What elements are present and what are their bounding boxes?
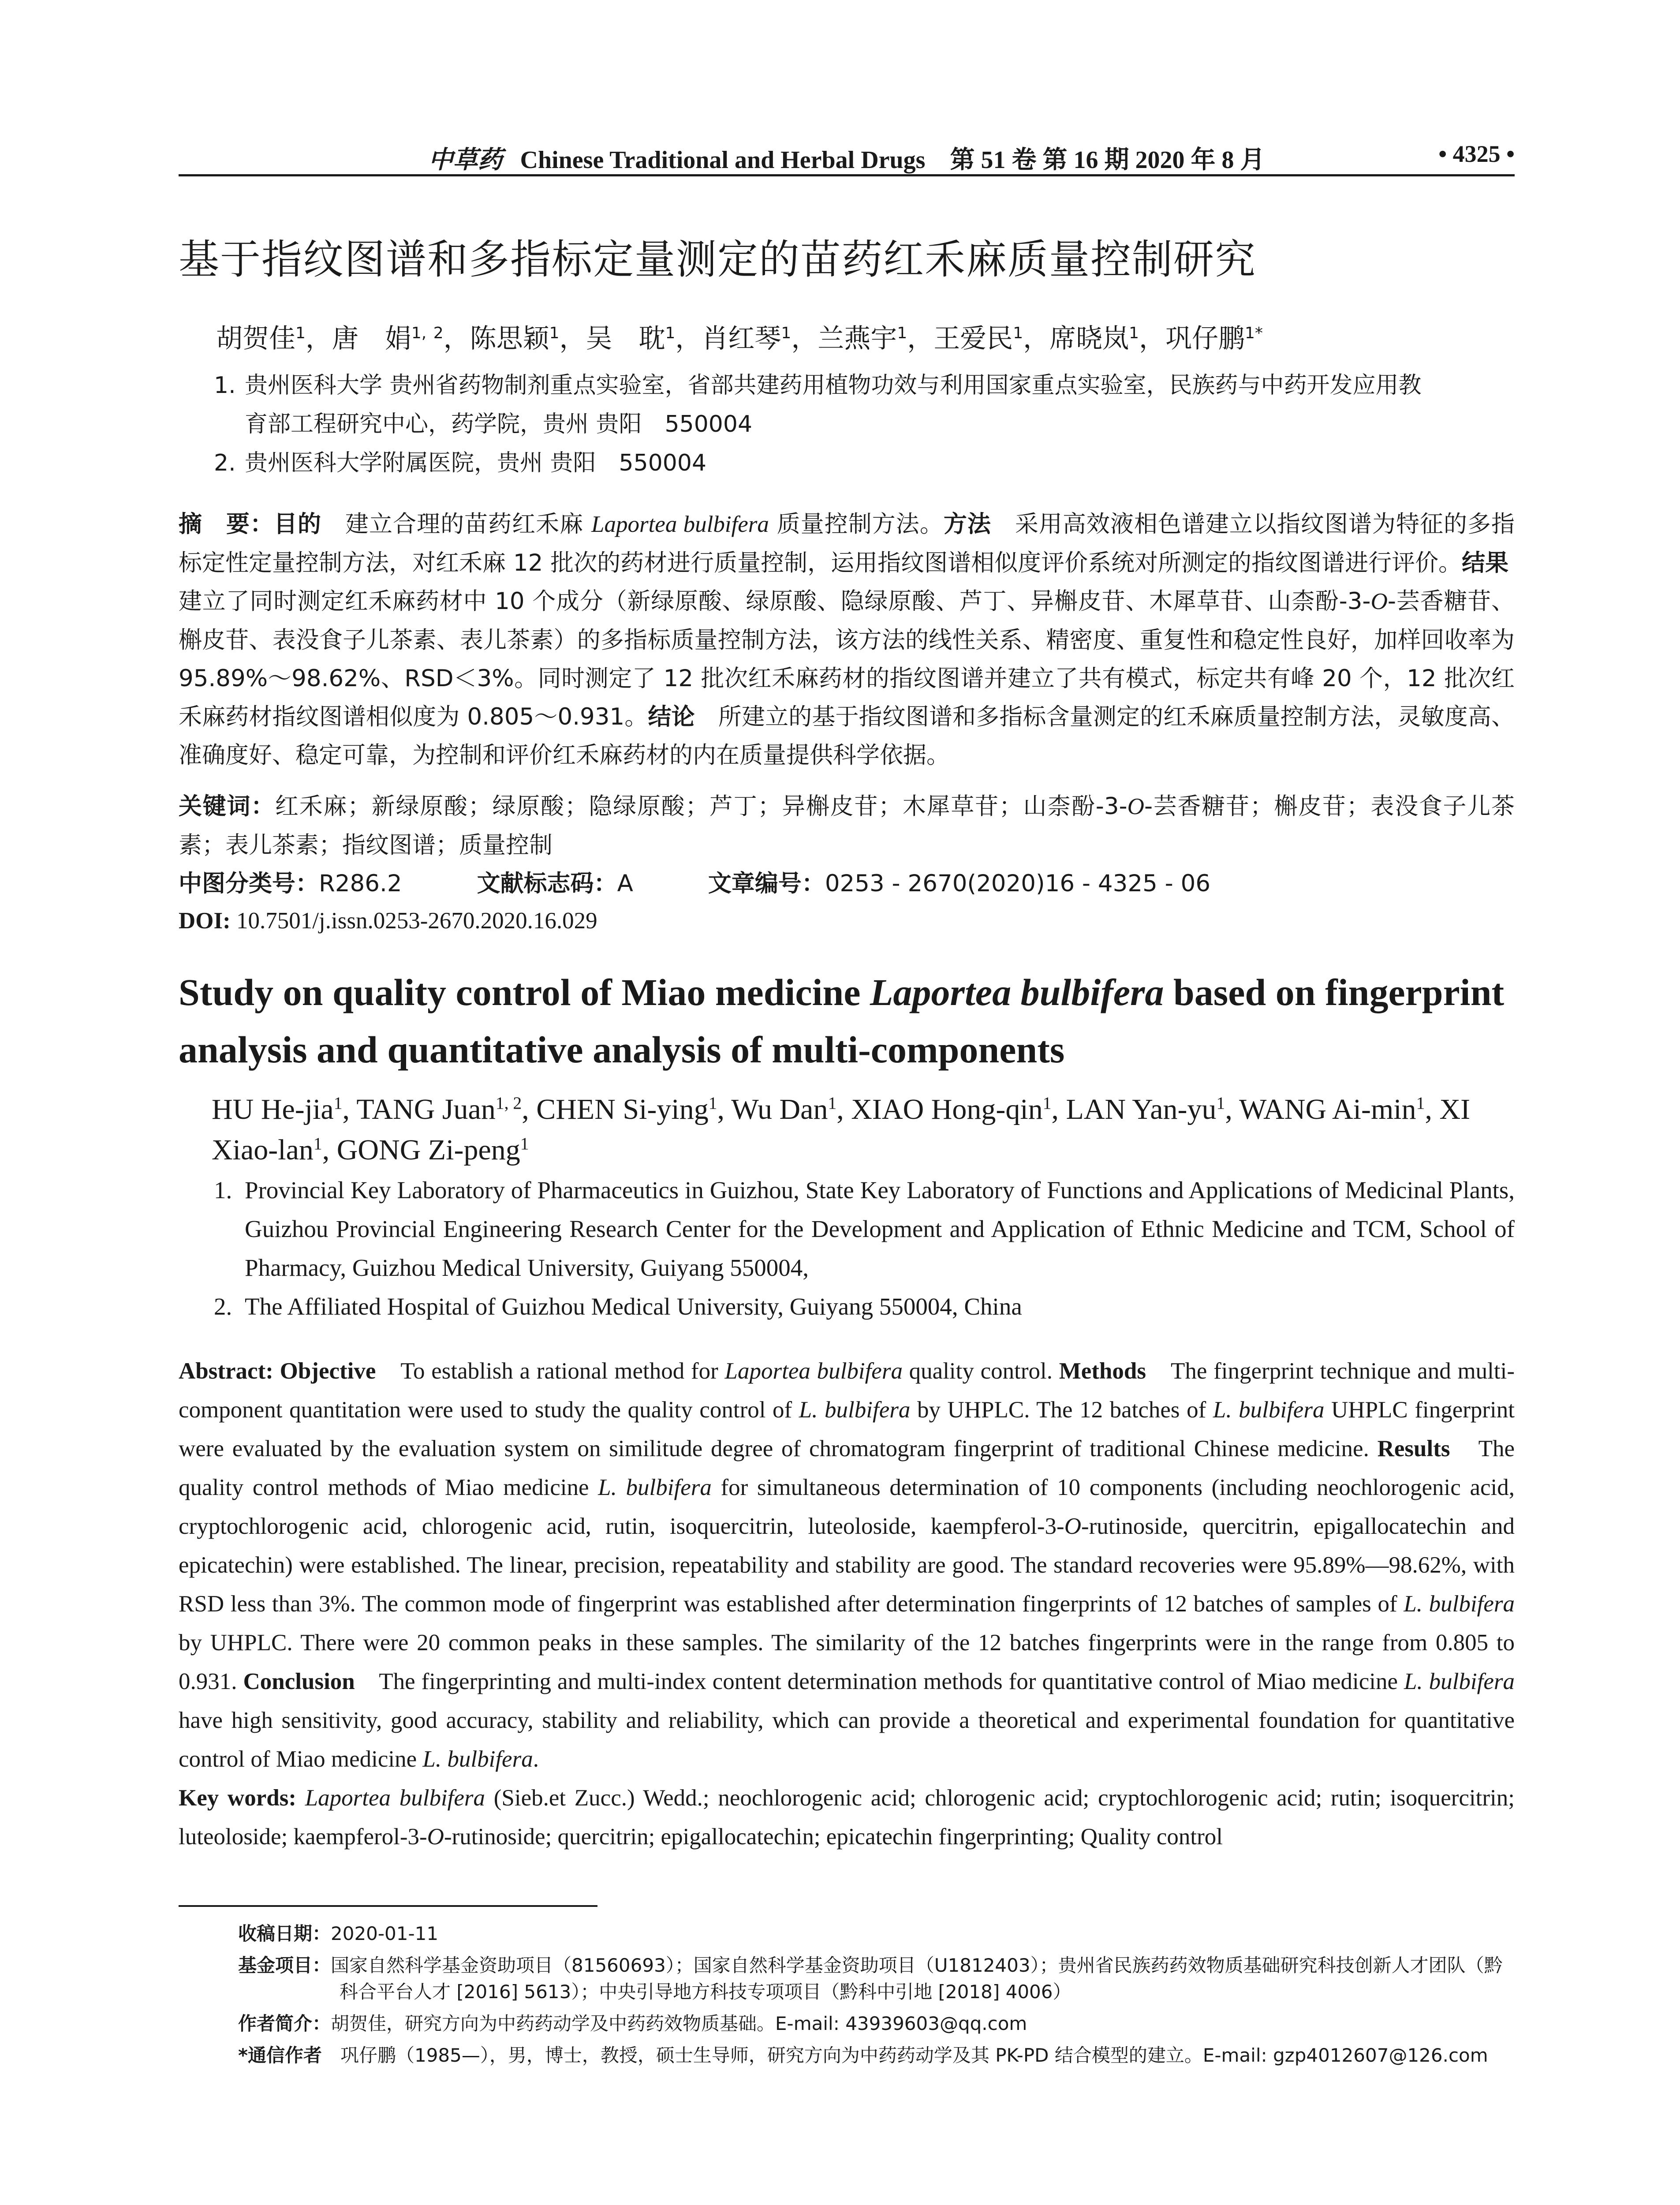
journal-info: Chinese Traditional and Herbal Drugs 第 51 卷 第 16 期 2020 年 8 月 xyxy=(520,146,1265,174)
author-affiliation-mark: 1 xyxy=(828,1093,837,1113)
author-name-cn: 王爱民 xyxy=(933,323,1013,354)
abstract-cn-label: 摘 要： xyxy=(179,511,274,538)
author-affiliation-mark: 1 xyxy=(520,1134,529,1153)
affiliation-en-2: 2. The Affiliated Hospital of Guizhou Medical University, Guiyang 550004, China xyxy=(214,1293,1022,1320)
abstract-cn: 摘 要：目的 建立合理的苗药红禾麻 Laportea bulbifera 质量控制方法。方法 采用高效液相色谱建立以指纹图谱为特征的多指标定性定量控制方法，对红禾麻 12 批次的药材进行质量控制，运用指纹图谱相似度评价系统对所测定的指纹图谱进行评价。结果 建立了同时测定红禾麻药材中 10 个成分（新绿原酸、绿原酸、隐绿原酸、芦丁、异槲皮苷、木犀草苷、山柰酚-3-O-芸香糖苷、槲皮苷、表没食子儿茶素、表儿茶素）的多指标质量控制方法，该方法的线性关系、精密度、重复性和稳定性良好，加样回收率为 95.89%～98.62%、RSD＜3%。同时测定了 12 批次红禾麻药材的指纹图谱并建立了共有模式，标定共有峰 20 个，12 批次红禾麻药材指纹图谱相似度为 0.805～0.931。结论 所建立的基于指纹图谱和多指标含量测定的红禾麻质量控制方法，灵敏度高、准确度好、稳定可靠，为控制和评价红禾麻药材的内在质量提供科学依据。 xyxy=(179,511,1532,769)
author-name-en: GONG Zi-peng xyxy=(336,1134,520,1166)
author-name-cn: 吴 耽 xyxy=(586,323,665,354)
author-affiliation-mark: 1 xyxy=(665,324,676,342)
author-affiliation-mark: 1, 2 xyxy=(411,324,444,342)
authors-cn: 胡贺佳$^1$，唐 娟$^{1, 2}$，陈思颖$^1$，吴 耽$^1$，肖红琴$^1$，兰燕宇$^1$，王爱民$^1$，席晓岚$^1$，巩仔鹏$^{1*}$ xyxy=(216,323,1263,354)
author-affiliation-mark: 1 xyxy=(295,324,306,342)
author-bio: 作者简介：胡贺佳，研究方向为中药药动学及中药药效物质基础。E-mail: 43939603@qq.com xyxy=(238,2013,1027,2034)
author-name-en: LAN Yan-yu xyxy=(1066,1093,1217,1125)
author-name-en: CHEN Si-ying xyxy=(536,1093,709,1125)
affiliation-en-1: 1. Provincial Key Laboratory of Pharmaceutics in Guizhou, State Key Laboratory of Functions and Applications of Medicinal Plants, Guizhou Provincial Engineering Research Center for the Development and Application of Ethnic Medicine and TCM, School of Pharmacy, Guizhou Medical University, Guiyang 550004, xyxy=(214,1177,1515,1281)
author-affiliation-mark: 1 xyxy=(781,324,791,342)
affiliation-cn-1-cont: 育部工程研究中心，药学院，贵州 贵阳 550004 xyxy=(245,411,753,437)
author-name-en: TANG Juan xyxy=(356,1093,496,1125)
doi: DOI: 10.7501/j.issn.0253-2670.2020.16.029 xyxy=(179,908,597,934)
author-name-en: Wu Dan xyxy=(731,1093,828,1125)
affiliation-cn-1: 1. 贵州医科大学 贵州省药物制剂重点实验室，省部共建药用植物功效与利用国家重点实验室，民族药与中药开发应用教 xyxy=(214,372,1422,399)
author-name-en: XIAO Hong-qin xyxy=(851,1093,1043,1125)
page-number: • 4325 • xyxy=(1438,141,1515,167)
footnote-rule xyxy=(179,1905,597,1907)
funding: 基金项目：国家自然科学基金资助项目（81560693）；国家自然科学基金资助项目（U1812403）；贵州省民族药药效物质基础研究科技创新人才团队（黔科合平台人才 [2016] 5613）；中央引导地方科技专项项目（黔科中引地 [2018] 4006） xyxy=(238,1955,1503,2003)
corresponding-author: *通信作者 巩仔鹏（1985—），男，博士，教授，硕士生导师，研究方向为中药药动学及其 PK-PD 结合模型的建立。E-mail: gzp4012607@126.com xyxy=(238,2044,1488,2066)
author-affiliation-mark: 1 xyxy=(1416,1093,1425,1113)
author-affiliation-mark: 1, 2 xyxy=(495,1093,522,1113)
footnotes xyxy=(238,1921,1515,2069)
author-name-cn: 巩仔鹏 xyxy=(1165,323,1245,354)
authors-en: HU He-jia$^1$, TANG Juan$^{1, 2}$, CHEN Si-ying$^1$, Wu Dan$^1$, XIAO Hong-qin$^1$, LAN Yan-$yu^1$, WANG $Ai-\min^1$, XI Xiao-lan$^1$, GONG Zi-peng$^1$ xyxy=(212,1093,1471,1166)
author-name-cn: 唐 娟 xyxy=(332,323,411,354)
author-affiliation-mark: 1 xyxy=(1013,324,1023,342)
author-name-en: XI Xiao-lan xyxy=(212,1093,1471,1166)
author-name-cn: 胡贺佳 xyxy=(216,323,295,354)
author-name-cn: 肖红琴 xyxy=(702,323,781,354)
author-affiliation-mark: 1 xyxy=(897,324,907,342)
title-en: Study on quality control of Miao medicine Laportea bulbifera based on fingerprint analysis and quantitative analysis of multi-components xyxy=(179,971,1505,1071)
author-affiliation-mark: 1 xyxy=(1042,1093,1052,1113)
author-name-cn: 兰燕宇 xyxy=(818,323,897,354)
author-affiliation-mark: 1 xyxy=(1129,324,1139,342)
title-cn: 基于指纹图谱和多指标定量测定的苗药红禾麻质量控制研究 xyxy=(179,236,1257,283)
abstract-en: Abstract: Objective To establish a rational method for Laportea bulbifera quality control. Methods The fingerprint technique and multi-component quantitation were used to study the quality control of L. bulbifera by UHPLC. The 12 batches of L. bulbifera UHPLC fingerprint were evaluated by the evaluation system on similitude degree of chromatogram fingerprint of traditional Chinese medicine. Results The quality control methods of Miao medicine L. bulbifera for simultaneous determination of 10 components (including neochlorogenic acid, cryptochlorogenic acid, chlorogenic acid, rutin, isoquercitrin, luteoloside, kaempferol-3-O-rutinoside, quercitrin, epigallocatechin and epicatechin) were established. The linear, precision, repeatability and stability are good. The standard recoveries were 95.89%—98.62%, with RSD less than 3%. The common mode of fingerprint was established after determination fingerprints of 12 batches of samples of L. bulbifera by UHPLC. There were 20 common peaks in these samples. The similarity of the 12 batches fingerprints were in the range from 0.805 to 0.931. Conclusion The fingerprinting and multi-index content determination methods for quantitative control of Miao medicine L. bulbifera have high sensitivity, good accuracy, stability and reliability, which can provide a theoretical and experimental foundation for quantitative control of Miao medicine L. bulbifera. Key words: Laportea bulbifera (Sieb.et Zucc.) Wedd.; neochlorogenic acid; chlorogenic acid; cryptochlorogenic acid; rutin; isoquercitrin; luteoloside; kaempferol-3-O-rutinoside; quercitrin; epigallocatechin; epicatechin fingerprinting; Quality control xyxy=(179,1358,1515,1850)
author-name-en: HU He-jia xyxy=(212,1093,334,1125)
author-affiliation-mark: 1 xyxy=(313,1134,322,1153)
author-affiliation-mark: 1 xyxy=(333,1093,343,1113)
author-affiliation-mark: 1* xyxy=(1245,324,1263,342)
author-affiliation-mark: 1 xyxy=(549,324,560,342)
keywords-en: Key words: Laportea bulbifera (Sieb.et Zucc.) Wedd.; neochlorogenic acid; chlorogenic acid; cryptochlorogenic acid; rutin; isoquercitrin; luteoloside; kaempferol-3-O-rutinoside; quercitrin; epigallocatechin; epicatechin fingerprinting; Quality control xyxy=(179,1785,1515,1850)
affiliation-cn-2: 2. 贵州医科大学附属医院，贵州 贵阳 550004 xyxy=(214,450,707,476)
classification: 中图分类号：R286.2 文献标志码：A 文章编号：0253 - 2670(2020)16 - 4325 - 06 xyxy=(179,870,1211,897)
affiliations-cn xyxy=(214,366,1515,482)
received-date: 收稿日期：2020-01-11 xyxy=(238,1923,439,1944)
author-affiliation-mark: 1 xyxy=(1216,1093,1225,1113)
author-name-cn: 席晓岚 xyxy=(1049,323,1129,354)
affiliations-en xyxy=(214,1171,1515,1326)
journal-logo: 中草药 xyxy=(428,145,503,174)
author-name-cn: 陈思颖 xyxy=(470,323,549,354)
header-rule xyxy=(179,174,1515,176)
keywords-cn: 关键词：红禾麻；新绿原酸；绿原酸；隐绿原酸；芦丁；异槲皮苷；木犀草苷；山柰酚-3-O-芸香糖苷；槲皮苷；表没食子儿茶素；表儿茶素；指纹图谱；质量控制 xyxy=(179,793,1515,859)
author-name-en: WANG Ai-min xyxy=(1239,1093,1416,1125)
running-header xyxy=(179,140,1515,176)
author-affiliation-mark: 1 xyxy=(708,1093,717,1113)
